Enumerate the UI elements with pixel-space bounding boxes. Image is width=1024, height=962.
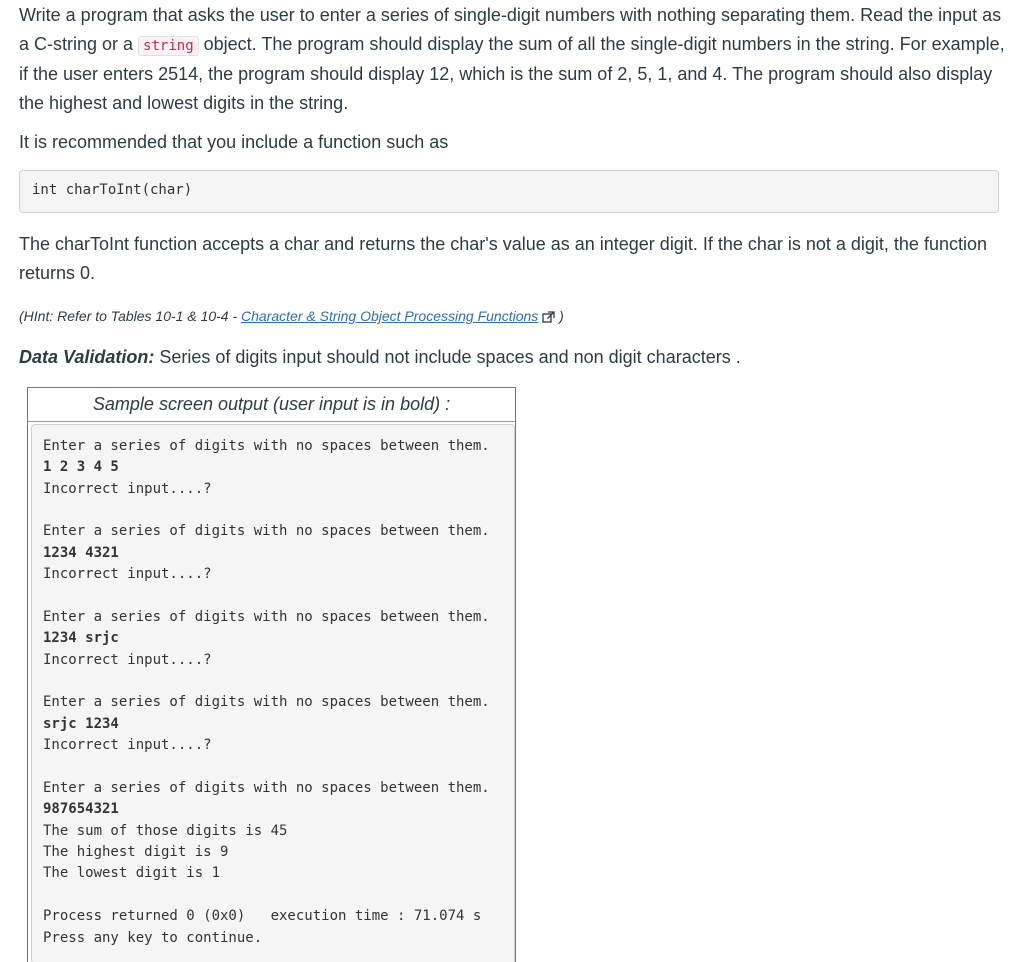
console-line: The lowest digit is 1 bbox=[43, 865, 221, 881]
console-line: Incorrect input....? bbox=[43, 737, 212, 753]
sample-output-title: Sample screen output (user input is in bold) : bbox=[28, 388, 515, 422]
validation-label: Data Validation: bbox=[19, 347, 155, 367]
console-input-line: 1 2 3 4 5 bbox=[43, 459, 119, 475]
hint-suffix: ) bbox=[555, 308, 564, 324]
console-line: Enter a series of digits with no spaces between them. bbox=[43, 780, 490, 796]
hint-prefix: (HInt: Refer to Tables 10-1 & 10-4 - bbox=[19, 308, 242, 324]
console-line: Incorrect input....? bbox=[43, 566, 212, 582]
recommend-paragraph: It is recommended that you include a function such as bbox=[19, 132, 449, 152]
console-line: Incorrect input....? bbox=[43, 481, 212, 497]
console-input-line: 1234 4321 bbox=[43, 545, 119, 561]
function-description: The charToInt function accepts a char and returns the char's value as an integer digit. If the char is not a digit, the function returns 0. bbox=[19, 234, 987, 283]
hint-line bbox=[19, 306, 564, 326]
processing-functions-link[interactable]: Character & String Object Processing Functions bbox=[241, 308, 539, 324]
console-line: Enter a series of digits with no spaces between them. bbox=[43, 609, 490, 625]
sample-output-table bbox=[27, 387, 516, 962]
validation-text: Series of digits input should not include spaces and non digit characters . bbox=[154, 347, 741, 367]
console-input-line: srjc 1234 bbox=[43, 716, 119, 732]
console-line: The highest digit is 9 bbox=[43, 844, 229, 860]
console-line: Enter a series of digits with no spaces between them. bbox=[43, 523, 490, 539]
console-output bbox=[31, 424, 515, 962]
console-line: Enter a series of digits with no spaces between them. bbox=[43, 694, 490, 710]
data-validation-line bbox=[19, 343, 741, 371]
inline-code-string: string bbox=[138, 36, 199, 56]
console-input-line: 987654321 bbox=[43, 801, 119, 817]
console-line: Press any key to continue. bbox=[43, 930, 263, 946]
console-line: The sum of those digits is 45 bbox=[43, 823, 288, 839]
console-line: Process returned 0 (0x0) execution time : 71.074 s bbox=[43, 908, 482, 924]
function-signature: int charToInt(char) bbox=[32, 182, 193, 198]
external-link-icon[interactable] bbox=[542, 311, 555, 323]
intro-text-2: object. The program should display the sum of all the single-digit numbers in the string. For example, if the user enters 2514, the program should display 12, which is the sum of 2, 5, 1, and 4. The program should also display the highest and lowest digits in the string. bbox=[19, 33, 1005, 113]
function-signature-codeblock bbox=[19, 170, 999, 213]
intro-text-1: Write a program that asks the user to enter a series of single-digit numbers with nothing separating them. Read the input as a C-string or a bbox=[19, 5, 1002, 54]
console-input-line: 1234 srjc bbox=[43, 630, 119, 646]
console-line: Enter a series of digits with no spaces between them. bbox=[43, 438, 490, 454]
console-line: Incorrect input....? bbox=[43, 652, 212, 668]
intro-paragraph bbox=[19, 1, 1007, 117]
